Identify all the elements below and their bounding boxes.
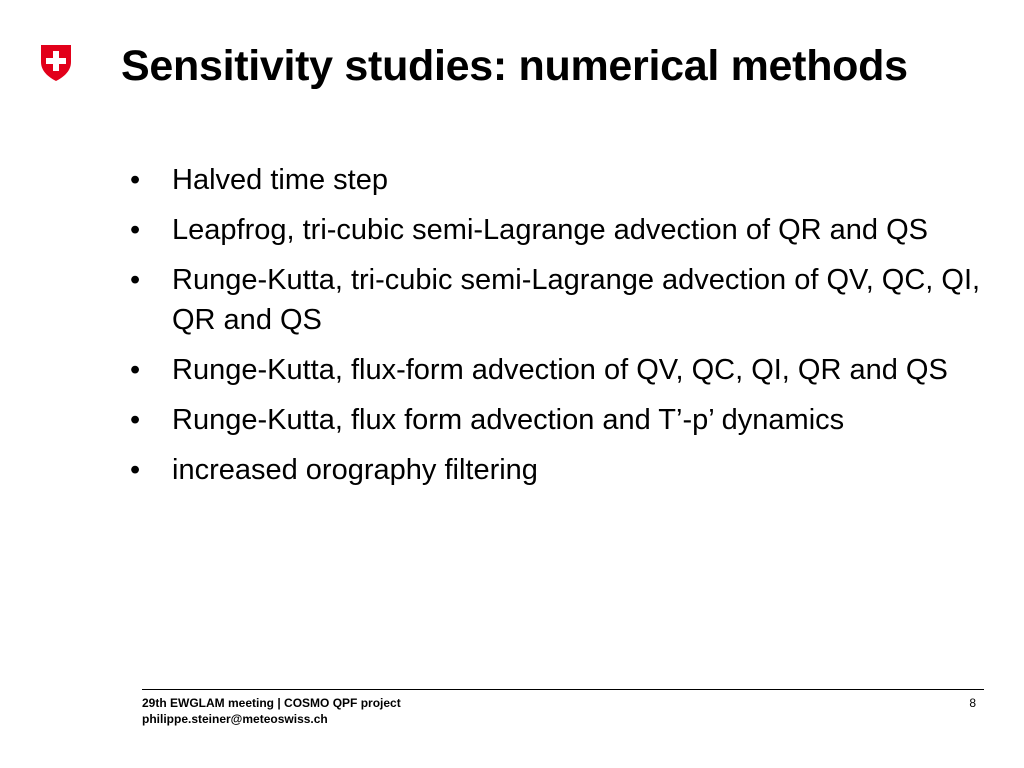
swiss-shield-icon: [40, 44, 72, 82]
bullet-text: Runge-Kutta, flux-form advection of QV, QC, QI, QR and QS: [172, 354, 948, 386]
bullet-marker: •: [130, 454, 141, 486]
slide-title: Sensitivity studies: numerical methods: [121, 42, 908, 90]
bullet-item: [130, 350, 990, 390]
cross-horizontal: [46, 58, 66, 64]
footer-divider: [142, 689, 984, 690]
bullet-text: Runge-Kutta, flux form advection and T’-p’ dynamics: [172, 404, 845, 436]
bullet-text: increased orography filtering: [172, 454, 538, 486]
bullet-text: Leapfrog, tri-cubic semi-Lagrange advection of QR and QS: [172, 214, 929, 246]
footer: [142, 695, 401, 727]
bullet-text: Halved time step: [172, 164, 388, 196]
bullet-marker: •: [130, 354, 141, 386]
footer-email: philippe.steiner@meteoswiss.ch: [142, 712, 328, 726]
bullet-marker: •: [130, 164, 141, 196]
footer-meeting-label: 29th EWGLAM meeting | COSMO QPF project: [142, 696, 401, 710]
bullet-marker: •: [130, 214, 141, 246]
bullet-item: [130, 210, 990, 250]
bullet-marker: •: [130, 404, 141, 436]
bullet-item: [130, 400, 990, 440]
bullet-text: Runge-Kutta, tri-cubic semi-Lagrange advection of QV, QC, QI, QR and QS: [172, 264, 981, 336]
bullet-item: [130, 260, 990, 340]
bullet-item: [130, 160, 990, 200]
bullet-list: [130, 160, 990, 500]
page-number: 8: [969, 696, 976, 710]
bullet-item: [130, 450, 990, 490]
bullet-marker: •: [130, 264, 141, 296]
